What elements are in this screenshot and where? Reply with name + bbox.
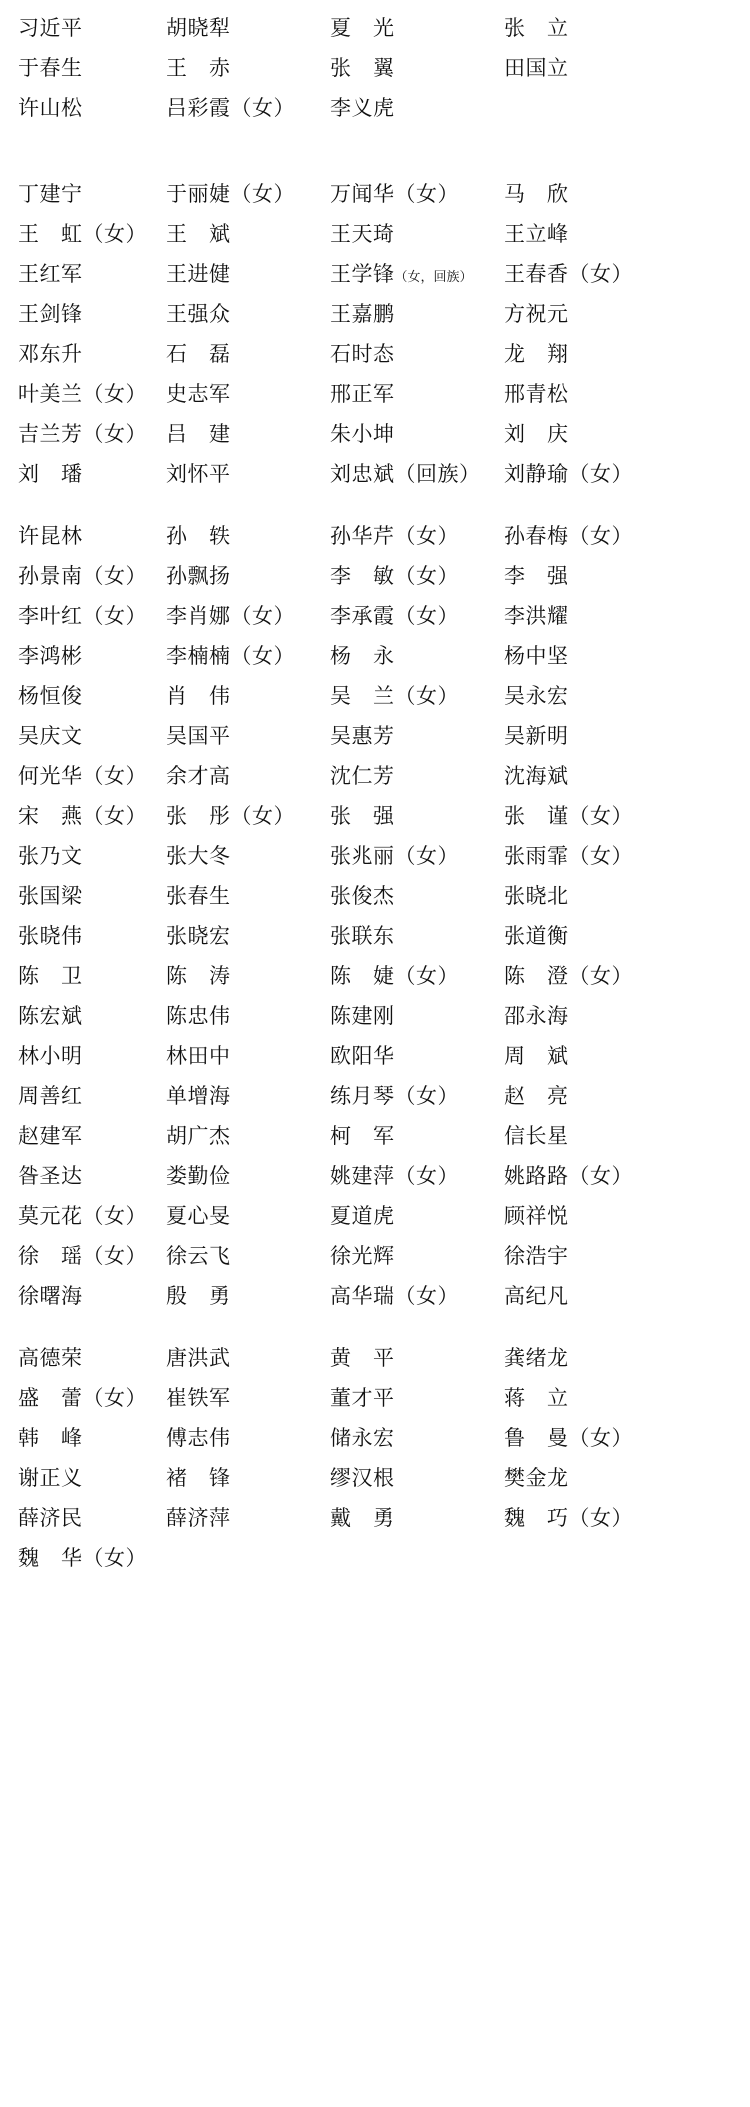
name-cell: 邢正军 xyxy=(330,382,395,406)
name-row xyxy=(18,374,732,414)
name-cell: 沈仁芳 xyxy=(330,764,395,788)
name-row xyxy=(18,1076,732,1116)
name-cell: 陈 澄（女） xyxy=(504,964,633,988)
name-cell: 宋 燕（女） xyxy=(18,804,147,828)
name-cell: 杨中坚 xyxy=(504,644,569,668)
name-row xyxy=(18,1378,732,1418)
name-row xyxy=(18,956,732,996)
name-cell: 吴国平 xyxy=(166,724,231,748)
name-cell: 欧阳华 xyxy=(330,1044,395,1068)
name-cell: 刘怀平 xyxy=(166,462,231,486)
name-cell: 张兆丽（女） xyxy=(330,844,459,868)
name-cell: 姚路路（女） xyxy=(504,1164,633,1188)
name-cell: 吕 建 xyxy=(166,422,231,446)
name-cell: 邓东升 xyxy=(18,342,83,366)
name-cell: 张 强 xyxy=(330,804,395,828)
name-cell: 张春生 xyxy=(166,884,231,908)
name-cell: 张晓伟 xyxy=(18,924,83,948)
name-group xyxy=(18,1338,732,1578)
name-cell: 王 赤 xyxy=(166,56,231,80)
name-cell: 崔铁军 xyxy=(166,1386,231,1410)
name-cell: 叶美兰（女） xyxy=(18,382,147,406)
name-cell: 练月琴（女） xyxy=(330,1084,459,1108)
name-cell: 王强众 xyxy=(166,302,231,326)
name-cell: 李肖娜（女） xyxy=(166,604,295,628)
name-row xyxy=(18,916,732,956)
name-cell: 夏道虎 xyxy=(330,1204,395,1228)
name-cell: 徐浩宇 xyxy=(504,1244,569,1268)
name-cell: 胡晓犁 xyxy=(166,16,231,40)
name-row xyxy=(18,1458,732,1498)
name-group xyxy=(18,8,732,128)
name-cell: 夏 光 xyxy=(330,16,395,40)
name-row xyxy=(18,756,732,796)
name-annotation: （女，回族） xyxy=(394,269,473,284)
name-cell: 夏心旻 xyxy=(166,1204,231,1228)
name-cell: 余才高 xyxy=(166,764,231,788)
name-row xyxy=(18,1276,732,1316)
name-cell: 孙华芹（女） xyxy=(330,524,459,548)
name-cell: 龙 翔 xyxy=(504,342,569,366)
name-cell: 唐洪武 xyxy=(166,1346,231,1370)
name-cell: 何光华（女） xyxy=(18,764,147,788)
name-cell: 石 磊 xyxy=(166,342,231,366)
name-row xyxy=(18,676,732,716)
name-cell: 王 虹（女） xyxy=(18,222,147,246)
name-cell: 孙 轶 xyxy=(166,524,231,548)
name-cell: 殷 勇 xyxy=(166,1284,231,1308)
name-cell: 张道衡 xyxy=(504,924,569,948)
name-cell: 张 翼 xyxy=(330,56,395,80)
name-cell: 高德荣 xyxy=(18,1346,83,1370)
name-cell: 王剑锋 xyxy=(18,302,83,326)
name-cell: 吴新明 xyxy=(504,724,569,748)
name-cell: 杨 永 xyxy=(330,644,395,668)
group-spacer xyxy=(18,128,732,174)
name-cell: 柯 军 xyxy=(330,1124,395,1148)
name-cell: 吴 兰（女） xyxy=(330,684,459,708)
name-cell: 薛济萍 xyxy=(166,1506,231,1530)
name-cell: 徐光辉 xyxy=(330,1244,395,1268)
name-cell: 张雨霏（女） xyxy=(504,844,633,868)
name-cell: 吴惠芳 xyxy=(330,724,395,748)
name-cell: 李鸿彬 xyxy=(18,644,83,668)
name-cell: 于丽婕（女） xyxy=(166,182,295,206)
name-cell: 孙景南（女） xyxy=(18,564,147,588)
name-row xyxy=(18,1196,732,1236)
name-cell: 孙飘扬 xyxy=(166,564,231,588)
name-cell: 方祝元 xyxy=(504,302,569,326)
name-cell: 陈 涛 xyxy=(166,964,231,988)
name-cell: 昝圣达 xyxy=(18,1164,83,1188)
name-row xyxy=(18,214,732,254)
name-cell: 吴永宏 xyxy=(504,684,569,708)
name-row xyxy=(18,1036,732,1076)
name-cell: 陈建刚 xyxy=(330,1004,395,1028)
name-cell: 吉兰芳（女） xyxy=(18,422,147,446)
name-row xyxy=(18,1116,732,1156)
name-cell: 史志军 xyxy=(166,382,231,406)
name-cell: 万闻华（女） xyxy=(330,182,459,206)
name-cell: 王春香（女） xyxy=(504,262,633,286)
name-row xyxy=(18,454,732,494)
name-cell: 储永宏 xyxy=(330,1426,395,1450)
name-cell: 李 强 xyxy=(504,564,569,588)
name-cell: 林田中 xyxy=(166,1044,231,1068)
name-cell: 刘 庆 xyxy=(504,422,569,446)
name-cell: 莫元花（女） xyxy=(18,1204,147,1228)
name-cell: 张大冬 xyxy=(166,844,231,868)
name-cell: 沈海斌 xyxy=(504,764,569,788)
name-row xyxy=(18,1498,732,1538)
name-cell: 赵 亮 xyxy=(504,1084,569,1108)
name-cell: 蒋 立 xyxy=(504,1386,569,1410)
name-cell: 周善红 xyxy=(18,1084,83,1108)
name-cell: 黄 平 xyxy=(330,1346,395,1370)
name-row xyxy=(18,1418,732,1458)
name-cell: 吴庆文 xyxy=(18,724,83,748)
name-cell: 魏 华（女） xyxy=(18,1546,147,1570)
name-cell: 朱小坤 xyxy=(330,422,395,446)
name-cell: 陈 婕（女） xyxy=(330,964,459,988)
name-cell: 樊金龙 xyxy=(504,1466,569,1490)
name-cell: 龚绪龙 xyxy=(504,1346,569,1370)
name-cell: 单增海 xyxy=(166,1084,231,1108)
name-row xyxy=(18,254,732,294)
name-cell: 肖 伟 xyxy=(166,684,231,708)
name-cell: 孙春梅（女） xyxy=(504,524,633,548)
name-row xyxy=(18,556,732,596)
name-row xyxy=(18,996,732,1036)
name-row xyxy=(18,836,732,876)
name-row xyxy=(18,596,732,636)
name-cell: 张晓北 xyxy=(504,884,569,908)
name-cell: 徐云飞 xyxy=(166,1244,231,1268)
name-cell: 顾祥悦 xyxy=(504,1204,569,1228)
name-row xyxy=(18,1538,732,1578)
name-row xyxy=(18,796,732,836)
name-cell: 李楠楠（女） xyxy=(166,644,295,668)
name-cell: 董才平 xyxy=(330,1386,395,1410)
name-cell: 习近平 xyxy=(18,16,83,40)
name-cell: 王天琦 xyxy=(330,222,395,246)
name-cell: 徐 瑶（女） xyxy=(18,1244,147,1268)
name-cell: 李 敏（女） xyxy=(330,564,459,588)
name-cell: 王学锋（女，回族） xyxy=(330,262,473,286)
name-row xyxy=(18,334,732,374)
name-cell: 刘静瑜（女） xyxy=(504,462,633,486)
name-cell: 许山松 xyxy=(18,96,83,120)
name-cell: 张晓宏 xyxy=(166,924,231,948)
name-cell: 姚建萍（女） xyxy=(330,1164,459,1188)
name-cell: 王进健 xyxy=(166,262,231,286)
name-row xyxy=(18,174,732,214)
name-row xyxy=(18,1338,732,1378)
name-cell: 杨恒俊 xyxy=(18,684,83,708)
name-row xyxy=(18,636,732,676)
name-cell: 张 谨（女） xyxy=(504,804,633,828)
name-row xyxy=(18,716,732,756)
name-cell: 王红军 xyxy=(18,262,83,286)
name-row xyxy=(18,48,732,88)
name-row xyxy=(18,294,732,334)
name-cell: 李叶红（女） xyxy=(18,604,147,628)
name-cell: 谢正义 xyxy=(18,1466,83,1490)
name-cell: 赵建军 xyxy=(18,1124,83,1148)
name-cell: 王 斌 xyxy=(166,222,231,246)
name-cell: 王立峰 xyxy=(504,222,569,246)
name-cell: 王嘉鹏 xyxy=(330,302,395,326)
name-cell: 张联东 xyxy=(330,924,395,948)
name-cell: 张乃文 xyxy=(18,844,83,868)
name-cell: 高纪凡 xyxy=(504,1284,569,1308)
group-spacer xyxy=(18,494,732,516)
name-cell: 盛 蕾（女） xyxy=(18,1386,147,1410)
name-cell: 陈 卫 xyxy=(18,964,83,988)
name-cell: 鲁 曼（女） xyxy=(504,1426,633,1450)
name-cell: 吕彩霞（女） xyxy=(166,96,295,120)
name-cell: 褚 锋 xyxy=(166,1466,231,1490)
name-row xyxy=(18,414,732,454)
name-cell: 张俊杰 xyxy=(330,884,395,908)
name-row xyxy=(18,88,732,128)
name-cell: 邢青松 xyxy=(504,382,569,406)
name-row xyxy=(18,1236,732,1276)
name-cell: 傅志伟 xyxy=(166,1426,231,1450)
name-list-root xyxy=(18,8,732,1578)
name-cell: 石时态 xyxy=(330,342,395,366)
name-cell: 高华瑞（女） xyxy=(330,1284,459,1308)
name-cell: 薛济民 xyxy=(18,1506,83,1530)
name-cell: 信长星 xyxy=(504,1124,569,1148)
group-spacer xyxy=(18,1316,732,1338)
name-cell: 李洪耀 xyxy=(504,604,569,628)
name-cell: 胡广杰 xyxy=(166,1124,231,1148)
name-cell: 刘 璠 xyxy=(18,462,83,486)
name-cell: 魏 巧（女） xyxy=(504,1506,633,1530)
name-cell: 李义虎 xyxy=(330,96,395,120)
name-cell: 张国梁 xyxy=(18,884,83,908)
name-cell: 张 彤（女） xyxy=(166,804,295,828)
name-cell: 娄勤俭 xyxy=(166,1164,231,1188)
name-cell: 邵永海 xyxy=(504,1004,569,1028)
name-cell: 许昆林 xyxy=(18,524,83,548)
name-cell: 戴 勇 xyxy=(330,1506,395,1530)
name-cell: 韩 峰 xyxy=(18,1426,83,1450)
name-group xyxy=(18,516,732,1316)
name-cell: 陈忠伟 xyxy=(166,1004,231,1028)
name-cell: 林小明 xyxy=(18,1044,83,1068)
name-cell: 于春生 xyxy=(18,56,83,80)
name-cell: 陈宏斌 xyxy=(18,1004,83,1028)
name-cell: 徐曙海 xyxy=(18,1284,83,1308)
name-cell: 马 欣 xyxy=(504,182,569,206)
name-cell: 缪汉根 xyxy=(330,1466,395,1490)
name-cell: 丁建宁 xyxy=(18,182,83,206)
name-cell: 张 立 xyxy=(504,16,569,40)
name-row xyxy=(18,8,732,48)
name-row xyxy=(18,1156,732,1196)
name-row xyxy=(18,516,732,556)
name-cell: 田国立 xyxy=(504,56,569,80)
name-group xyxy=(18,174,732,494)
name-cell: 李承霞（女） xyxy=(330,604,459,628)
name-cell: 周 斌 xyxy=(504,1044,569,1068)
name-cell: 刘忠斌（回族） xyxy=(330,462,481,486)
name-row xyxy=(18,876,732,916)
